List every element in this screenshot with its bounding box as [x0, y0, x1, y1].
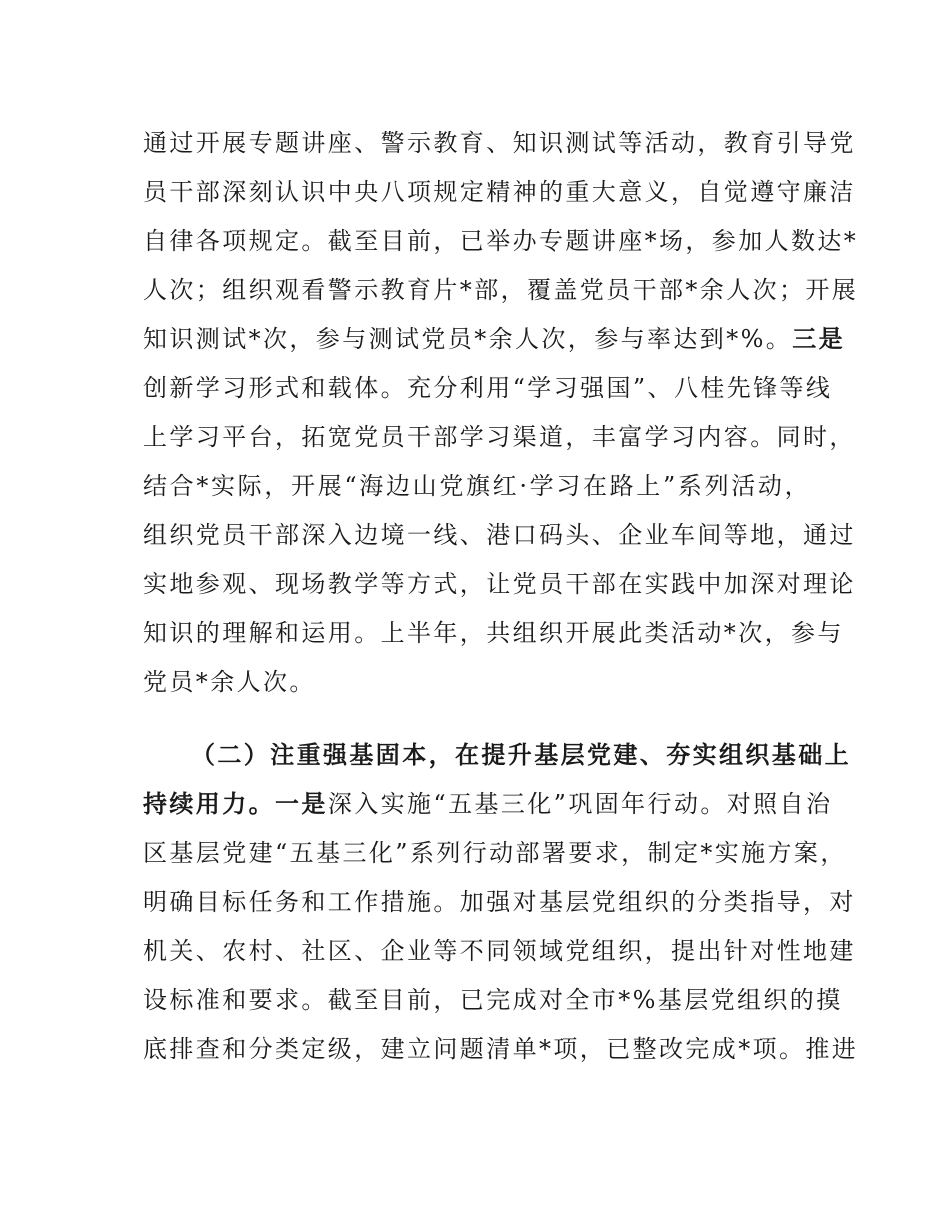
- body-text-line: [143, 319, 846, 359]
- body-text-line: 区基层党建“五基三化”系列行动部署要求，制定*实施方案，: [143, 839, 847, 867]
- body-text-line: 组织党员干部深入边境一线、港口码头、企业车间等地，通过: [143, 521, 856, 549]
- section-heading-bold: 持续用力。: [143, 790, 275, 818]
- body-text-line: 底排查和分类定级，建立问题清单*项，已整改完成*项。推进: [143, 1035, 859, 1063]
- body-text-segment: 深入实施“五基三化”巩固年行动。对照自治: [327, 790, 833, 818]
- body-text-line: 机关、农村、社区、企业等不同领域党组织，提出针对性地建: [143, 937, 856, 965]
- body-text-line: 员干部深刻认识中央八项规定精神的重大意义，自觉遵守廉洁: [143, 178, 856, 206]
- section-heading-line: （二）注重强基固本，在提升基层党建、夯实组织基础上: [191, 741, 851, 769]
- body-text-line: 上学习平台，拓宽党员干部学习渠道，丰富学习内容。同时，: [143, 423, 856, 451]
- body-text-line: 创新学习形式和载体。充分利用“学习强国”、八桂先锋等线: [143, 374, 833, 402]
- body-text-line: 明确目标任务和工作措施。加强对基层党组织的分类指导，对: [143, 888, 856, 916]
- section-heading-line: [143, 784, 833, 824]
- body-text-line: 党员*余人次。: [143, 668, 316, 696]
- body-text-line: 人次；组织观看警示教育片*部，覆盖党员干部*余人次；开展: [143, 276, 859, 304]
- body-text-line: 通过开展专题讲座、警示教育、知识测试等活动，教育引导党: [143, 129, 856, 157]
- body-text-line: 结合*实际，开展“海边山党旗红·学习在路上”系列活动，: [143, 472, 811, 500]
- body-text-line: 自律各项规定。截至目前，已举办专题讲座*场，参加人数达*: [143, 227, 859, 255]
- section-marker-bold: 一是: [275, 790, 328, 818]
- body-text-segment: 知识测试*次，参与测试党员*余人次，参与率达到*%。: [143, 325, 793, 353]
- body-text-line: 实地参观、现场教学等方式，让党员干部在实践中加深对理论: [143, 570, 856, 598]
- body-text-line: 知识的理解和运用。上半年，共组织开展此类活动*次，参与: [143, 619, 844, 647]
- section-marker-bold: 三是: [792, 325, 846, 353]
- body-text-line: 设标准和要求。截至目前，已完成对全市*%基层党组织的摸: [143, 986, 843, 1014]
